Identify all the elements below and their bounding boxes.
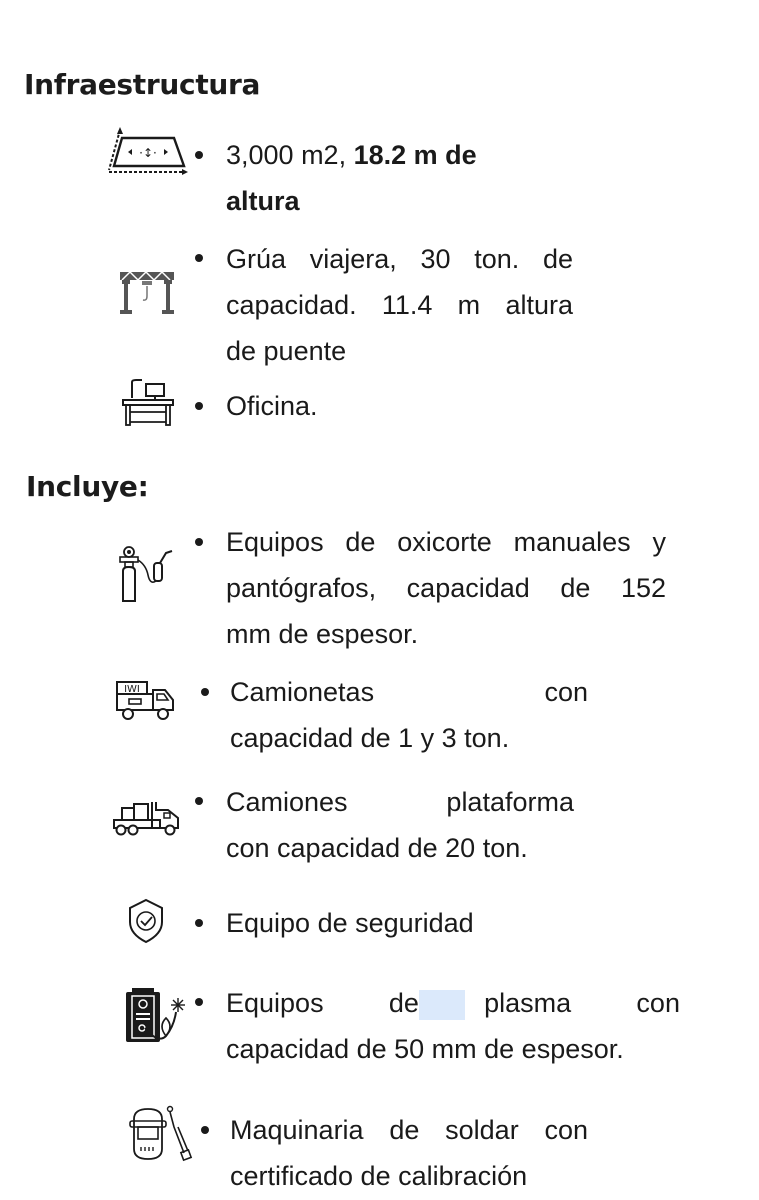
item-text: Oficina. (226, 391, 318, 421)
section-heading-infraestructura: Infraestructura (24, 68, 261, 101)
safety-shield-icon (128, 898, 164, 944)
item-text: de puente (226, 336, 347, 366)
oxy-cutting-torch-icon (116, 545, 176, 605)
flatbed-truck-icon (112, 800, 182, 836)
bullet (201, 688, 209, 696)
bullet (195, 254, 203, 262)
item-text: pantógrafos, capacidad de 152 (226, 573, 666, 603)
item-text: Equipo de seguridad (226, 908, 474, 938)
item-text: mm de espesor. (226, 619, 419, 649)
bullet (195, 998, 203, 1006)
bullet (195, 402, 203, 410)
height-value: 18.2 m de (353, 140, 477, 170)
plasma-cutter-icon (118, 986, 194, 1048)
item-text: capacidad de 50 mm de espesor. (226, 1034, 624, 1064)
item-text: Grúa viajera, 30 ton. de (226, 244, 573, 274)
gantry-crane-icon (118, 270, 176, 316)
item-text: con capacidad de 20 ton. (226, 833, 528, 863)
office-desk-icon (122, 378, 174, 426)
svg-text:IWI: IWI (124, 684, 140, 695)
item-text: certificado de calibración (230, 1161, 528, 1191)
height-value-cont: altura (226, 186, 300, 216)
welding-mask-icon (126, 1105, 196, 1165)
pickup-truck-icon (115, 680, 177, 722)
area-value: 3,000 m2, (226, 140, 354, 170)
bullet (195, 538, 203, 546)
item-text: Camionetas con (230, 677, 588, 707)
section-heading-incluye: Incluye: (26, 470, 149, 503)
item-text: Equipos de plasma con (226, 988, 680, 1018)
item-text: Camiones plataforma (226, 787, 574, 817)
bullet (195, 151, 203, 159)
item-text: Equipos de oxicorte manuales y (226, 527, 666, 557)
bullet (195, 919, 203, 927)
text-selection-highlight (419, 990, 465, 1020)
svg-text:·↕·: ·↕· (139, 146, 157, 160)
item-text: capacidad de 1 y 3 ton. (230, 723, 510, 753)
item-text: capacidad. 11.4 m altura (226, 290, 573, 320)
item-text: Maquinaria de soldar con (230, 1115, 588, 1145)
item-text (226, 132, 546, 224)
floor-area-icon (108, 126, 190, 176)
bullet (195, 797, 203, 805)
bullet (201, 1126, 209, 1134)
